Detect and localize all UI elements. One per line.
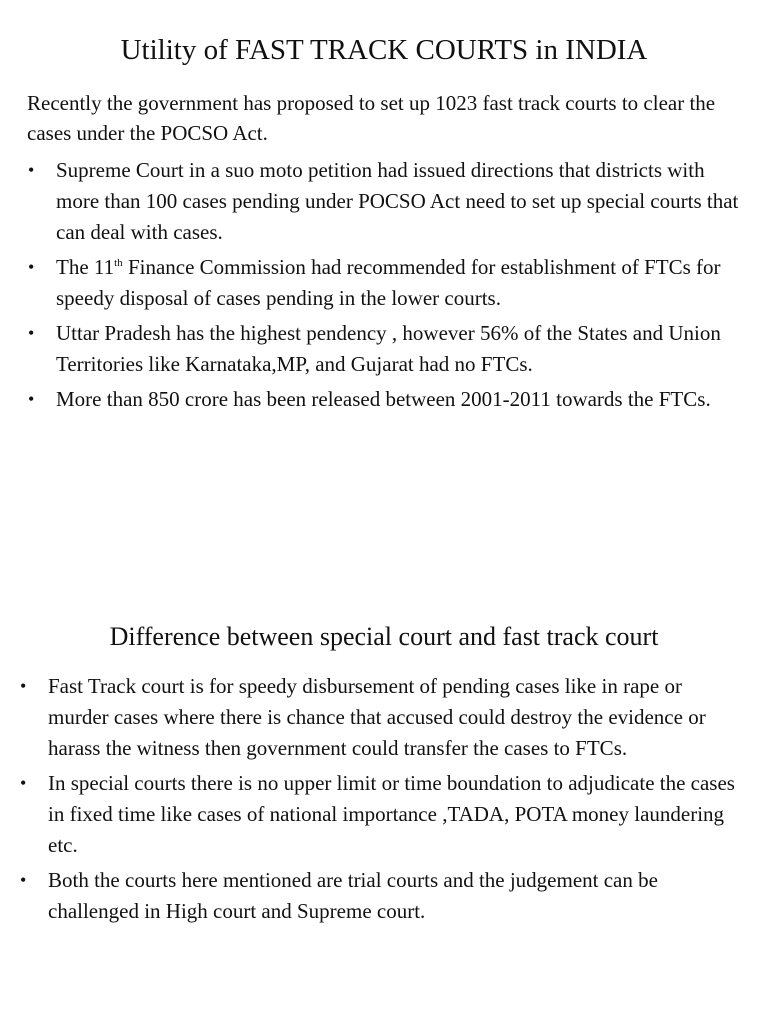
list-item: [28, 252, 744, 314]
bullet-text: Fast Track court is for speedy disbursement of pending cases like in rape or murder cases where there is chance that accused could destroy the evidence or harass the witness then government could transfer the cases to FTCs.: [48, 674, 706, 760]
slide-title: Difference between special court and fast track court: [109, 622, 659, 651]
slide-court-difference: [0, 512, 768, 1024]
bullet-text: Both the courts here mentioned are trial courts and the judgement can be challenged in High court and Supreme court.: [48, 868, 658, 923]
bullet-icon: •: [28, 257, 35, 277]
list-item: [20, 768, 744, 861]
bullet-icon: •: [28, 160, 35, 180]
slide-title: Utility of FAST TRACK COURTS in INDIA: [120, 34, 648, 66]
bullet-text: Uttar Pradesh has the highest pendency , however 56% of the States and Union Territories like Karnataka,MP, and Gujarat had no FTCs.: [56, 321, 721, 376]
bullet-text-end: Finance Commission had recommended for establishment of FTCs for speedy disposal of cases pending in the lower courts.: [56, 255, 721, 310]
bullet-icon: •: [28, 323, 35, 343]
list-item: [28, 155, 744, 248]
ordinal-superscript: th: [114, 257, 123, 269]
bullet-text: Supreme Court in a suo moto petition had issued directions that districts with more than 100 cases pending under POCSO Act need to set up special courts that can deal with cases.: [56, 158, 739, 244]
bullet-text: More than 850 crore has been released between 2001-2011 towards the FTCs.: [56, 387, 711, 411]
list-item: [28, 384, 744, 415]
bullet-list: [20, 671, 744, 931]
intro-paragraph: Recently the government has proposed to set up 1023 fast track courts to clear the cases under the POCSO Act.: [27, 91, 716, 145]
bullet-icon: •: [20, 870, 27, 890]
bullet-list: [28, 155, 744, 419]
bullet-icon: •: [20, 773, 27, 793]
bullet-text-start: The 11: [56, 255, 115, 279]
list-item: [20, 865, 744, 927]
bullet-icon: •: [28, 389, 35, 409]
list-item: [28, 318, 744, 380]
bullet-text: In special courts there is no upper limit or time boundation to adjudicate the cases in fixed time like cases of national importance ,TADA, POTA money laundering etc.: [48, 771, 735, 857]
bullet-icon: •: [20, 676, 27, 696]
list-item: [20, 671, 744, 764]
